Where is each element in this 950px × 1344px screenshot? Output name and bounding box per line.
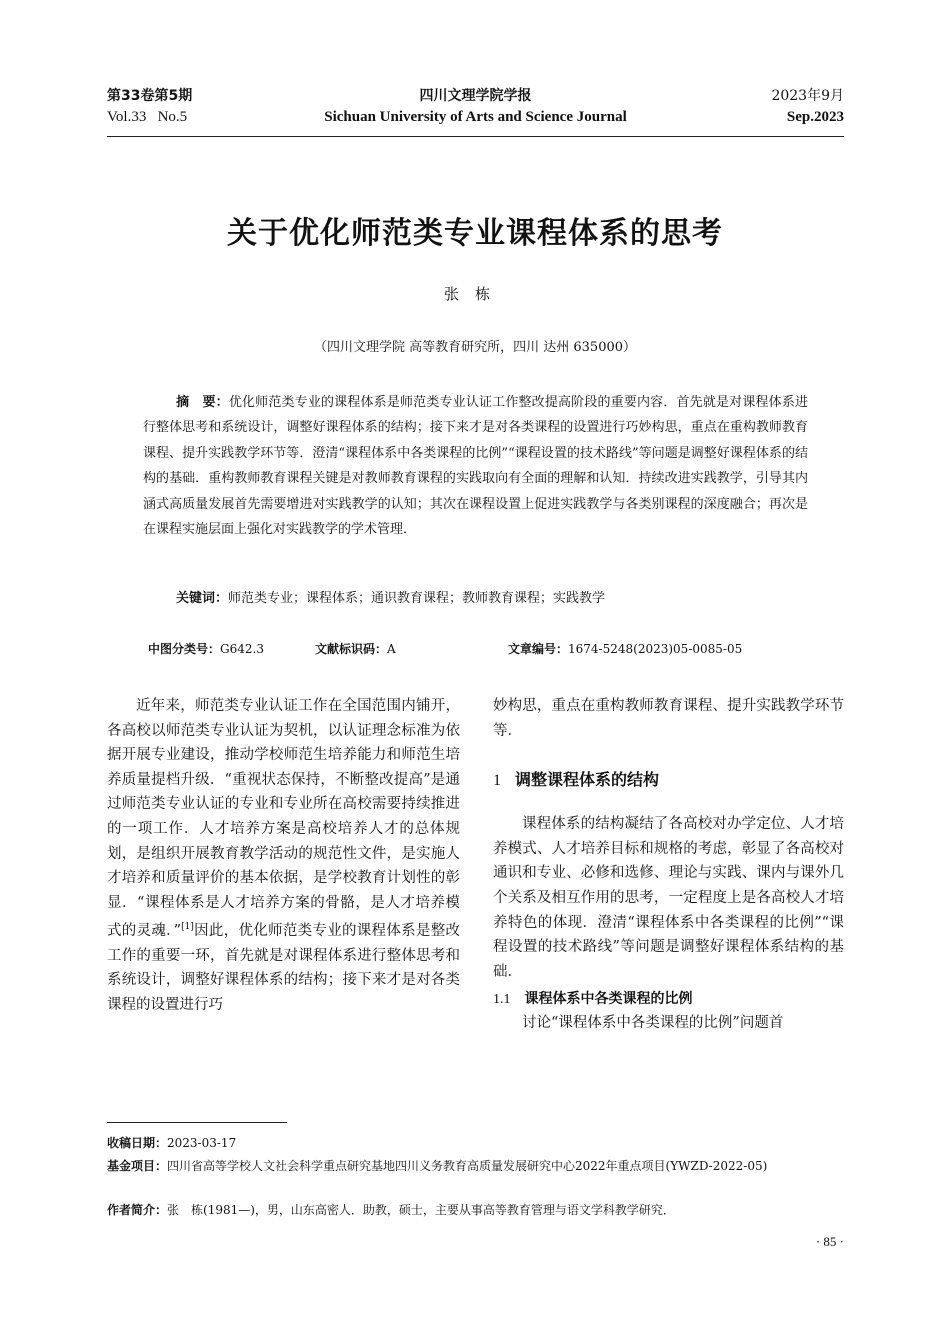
intro-text-cont: 因此，优化师范类专业的课程体系是整改工作的重要一环，首先就是对课程体系进行整体思考和系统设计，调整好课程体系的结构；接下来才是对各类课程的设置进行巧: [107, 923, 460, 1013]
author-affiliation: （四川文理学院 高等教育研究所，四川 达州 635000）: [313, 340, 637, 355]
clc-label: 中图分类号：: [148, 642, 221, 656]
doc-code-label: 文献标识码：: [315, 642, 388, 656]
footnote-author-bio: [107, 1200, 844, 1220]
journal-cn: 四川文理学院学报: [419, 88, 532, 104]
fund-label: 基金项目：: [107, 1159, 168, 1173]
fund-text: 四川省高等学校人文社会科学重点研究基地四川义务教育高质量发展研究中心2022年重点项目(YWZD-2022-05): [167, 1159, 768, 1173]
body-left-column: [107, 694, 460, 1018]
bio-text: 张 栋(1981—)，男，山东高密人．助教，硕士，主要从事高等教育管理与语文学科教学研究．: [167, 1203, 675, 1217]
doc-code-value: A: [387, 642, 396, 656]
journal-info: [107, 86, 844, 128]
clc-value: G642.3: [220, 642, 264, 656]
received-date: 2023-03-17: [167, 1136, 237, 1150]
intro-paragraph: [107, 694, 460, 1018]
section-1-number: 1: [493, 772, 501, 790]
volume-cn: 第33卷第5期: [107, 88, 193, 104]
bio-label: 作者简介：: [107, 1203, 168, 1217]
author-name: 张栋: [443, 285, 506, 303]
received-label: 收稿日期：: [107, 1136, 168, 1150]
article-title: 关于优化师范类专业课程体系的思考: [227, 216, 723, 251]
abstract: [143, 390, 808, 542]
section-1-paragraph: 课程体系的结构凝结了各高校对办学定位、人才培养模式、人才培养目标和规格的考虑，彰显了各高校对通识和专业、必修和选修、理论与实践、课内与课外几个关系及相互作用的思考，一定程度上是各高校人才培养特色的体现．澄清“课程体系中各类课程的比例”“课程设置的技术路线”等问题是调整好课程体系结构的基础．: [493, 816, 844, 980]
keywords-text: 师范类专业；课程体系；通识教育课程；教师教育课程；实践教学: [228, 591, 606, 606]
page-number: · 85 ·: [815, 1234, 844, 1249]
keywords-label: 关键词：: [176, 591, 229, 606]
footnote-received: [107, 1133, 844, 1153]
date-en: Sep.2023: [786, 109, 844, 125]
section-1-1-title: 课程体系中各类课程的比例: [524, 991, 693, 1008]
article-no-value: 1674-5248(2023)05-0085-05: [568, 642, 743, 656]
body-right-column: [493, 694, 844, 1036]
section-1-1-heading: [493, 988, 844, 1011]
citation-ref[interactable]: [1]: [181, 922, 194, 933]
footnote-divider: [107, 1122, 287, 1123]
section-1-title: 调整课程体系的结构: [515, 770, 660, 790]
keywords: [176, 588, 816, 610]
abstract-text: 优化师范类专业的课程体系是师范类专业认证工作整改提高阶段的重要内容．首先就是对课程体系进行整体思考和系统设计，调整好课程体系的结构；接下来才是对各类课程的设置进行巧妙构思，重点在重构教师教育课程、提升实践教学环节等．澄清“课程体系中各类课程的比例”“课程设置的技术路线”等问题是调整好课程体系的结构的基础．重构教师教育课程关键是对教师教育课程的实践取向有全面的理解和认知．持续改进实践教学，引导其内涵式高质量发展首先需要增进对实践教学的认知；其次在课程设置上促进实践教学与各类别课程的深度融合；再次是在课程实施层面上强化对实践教学的学术管理．: [143, 395, 808, 538]
section-1-1-number: 1.1: [493, 992, 511, 1008]
running-header: [107, 86, 844, 137]
date-cn: 2023年9月: [771, 88, 844, 104]
intro-continuation: 妙构思，重点在重构教师教育课程、提升实践教学环节等．: [493, 698, 844, 739]
section-1-heading: [493, 767, 844, 794]
intro-text: 近年来，师范类专业认证工作在全国范围内铺开，各高校以师范类专业认证为契机，以认证理念标准为依据开展专业建设，推动学校师范生培养能力和师范生培养质量提档升级．“重视状态保持，不断整改提高”是通过师范类专业认证的专业和专业所在高校需要持续推进的一项工作．人才培养方案是高校培养人才的总体规划，是组织开展教育教学活动的规范性文件，是实施人才培养和质量评价的基本依据，是学校教育计划性的彰显．“课程体系是人才培养方案的骨骼，是人才培养模式的灵魂．”: [107, 698, 460, 940]
section-1-1-paragraph: 讨论“课程体系中各类课程的比例”问题首: [522, 1015, 784, 1032]
journal-en: Sichuan University of Arts and Science Journal: [324, 109, 627, 125]
footnote-fund: [107, 1156, 908, 1176]
document-code: [315, 640, 396, 658]
volume-en: Vol.33 No.5: [107, 109, 188, 125]
date-info: [771, 86, 844, 128]
article-no-label: 文章编号：: [508, 642, 569, 656]
abstract-label: 摘 要：: [176, 395, 229, 410]
article-number: [508, 640, 742, 658]
clc-number: [148, 640, 264, 658]
